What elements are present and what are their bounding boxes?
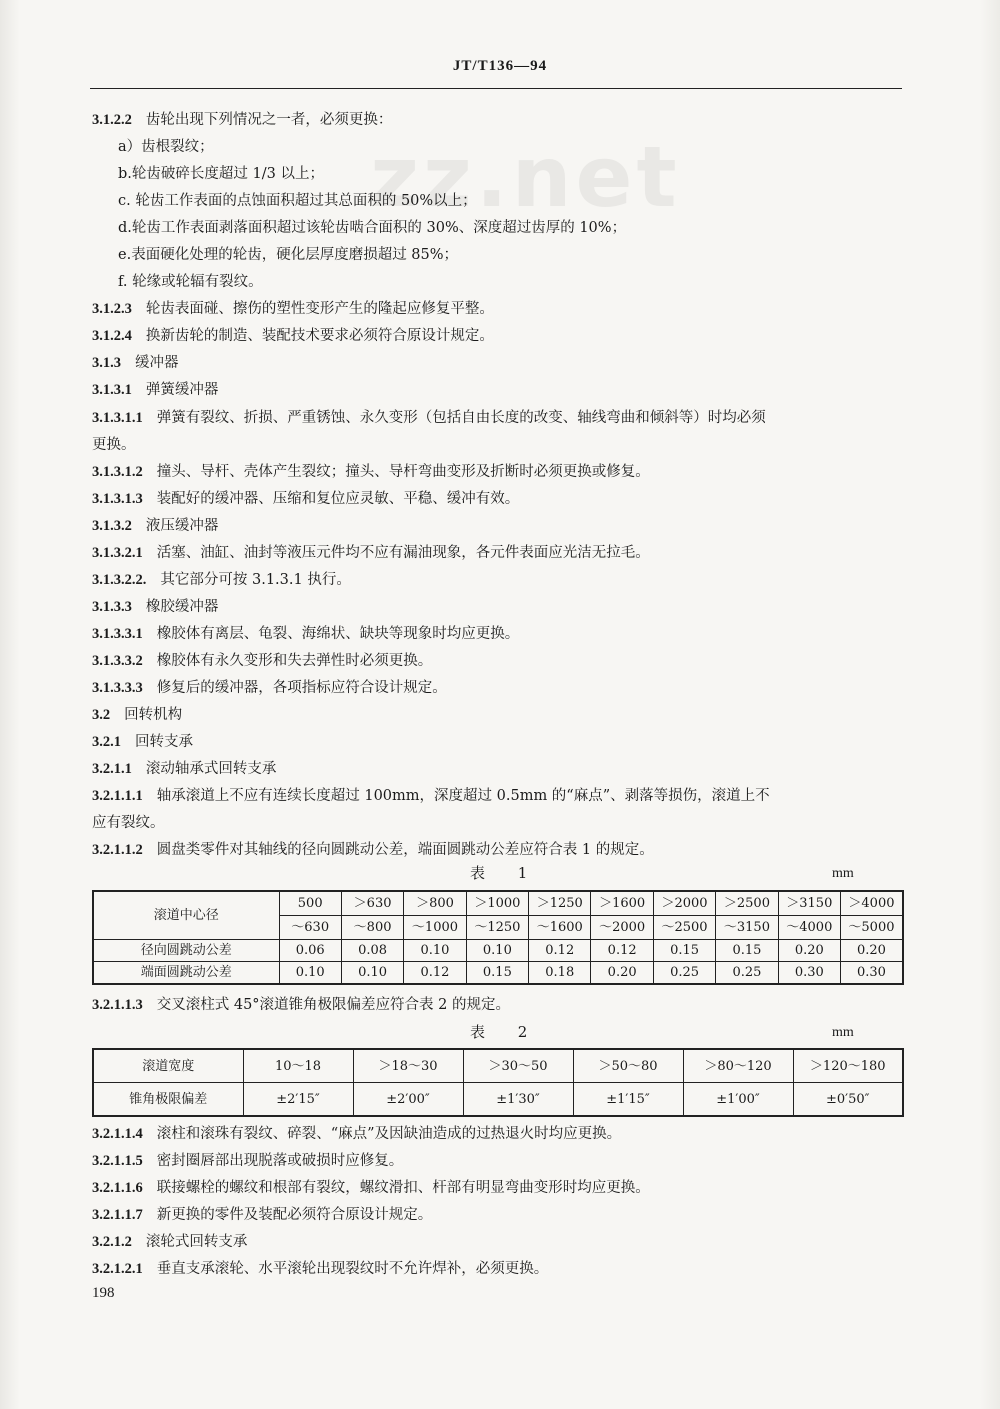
clause-text: 撞头、导杆、壳体产生裂纹；撞头、导杆弯曲变形及折断时必须更换或修复。 [156, 464, 650, 480]
clause-number: 3.2.1.1.6 [92, 1180, 143, 1196]
table2-caption: 表 2 [470, 1023, 542, 1041]
clause-number: 3.2.1.2.1 [92, 1261, 143, 1277]
clause-line [92, 1232, 247, 1252]
table-cell: 0.10 [466, 940, 528, 962]
clause-text: 装配好的缓冲器、压缩和复位应灵敏、平稳、缓冲有效。 [156, 491, 520, 507]
standard-code: JT/T136—94 [452, 58, 548, 74]
list-item [92, 435, 136, 455]
clause-text: 橡胶缓冲器 [145, 599, 219, 615]
clause-text: 液压缓冲器 [145, 518, 219, 534]
table-cell: ＞18～30 [353, 1049, 463, 1083]
table-cell: ～630 [279, 916, 341, 940]
clause-line [92, 543, 650, 563]
table-cell: 0.12 [591, 940, 653, 962]
table-cell: ±2′15″ [243, 1083, 353, 1117]
clause-text: 轴承滚道上不应有连续长度超过 100mm，深度超过 0.5mm 的“麻点”、剥落等损伤，滚道上不 [156, 788, 770, 804]
clause-line [92, 732, 193, 752]
table-cell: 0.12 [404, 962, 466, 985]
clause-line [92, 705, 182, 725]
table-cell: ～1600 [529, 916, 591, 940]
clause-number: 3.2.1.1.1 [92, 788, 143, 804]
table-cell: ＞120～180 [793, 1049, 903, 1083]
clause-text: f. 轮缘或轮辐有裂纹。 [118, 274, 263, 290]
table-cell: ±1′15″ [573, 1083, 683, 1117]
clause-number: 3.2.1.1.5 [92, 1153, 143, 1169]
table2-unit: mm [832, 1025, 854, 1040]
table-cell: ＞1250 [529, 891, 591, 916]
table-cell: 0.10 [341, 962, 403, 985]
table-cell: ±1′30″ [463, 1083, 573, 1117]
list-item [118, 137, 214, 157]
clause-line [92, 516, 218, 536]
clause-number: 3.2.1.1.3 [92, 997, 143, 1013]
clause-line [92, 326, 494, 346]
clause-number: 3.2.1.1 [92, 761, 132, 777]
table-cell: 0.10 [279, 962, 341, 985]
clause-line [92, 299, 494, 319]
table-cell: ～3150 [716, 916, 778, 940]
clause-line [92, 651, 432, 671]
clause-text: c. 轮齿工作表面的点蚀面积超过其总面积的 50%以上； [118, 193, 477, 209]
table-cell: 500 [279, 891, 341, 916]
clause-text: 滚柱和滚珠有裂纹、碎裂、“麻点”及因缺油造成的过热退火时均应更换。 [156, 1126, 622, 1142]
clause-number: 3.1.3.2 [92, 518, 132, 534]
clause-text: 其它部分可按 3.1.3.1 执行。 [160, 572, 351, 588]
table-cell: ～5000 [841, 916, 903, 940]
table-cell: 0.20 [591, 962, 653, 985]
table-cell: ～2000 [591, 916, 653, 940]
clause-number: 3.2 [92, 707, 111, 723]
clause-3-2-1-1-3 [92, 995, 510, 1015]
clause-text: 新更换的零件及装配必须符合原设计规定。 [156, 1207, 433, 1223]
table-cell: ＞630 [341, 891, 403, 916]
row-label: 径向圆跳动公差 [93, 940, 279, 962]
table-cell: ＞800 [404, 891, 466, 916]
clause-text: 联接螺栓的螺纹和根部有裂纹，螺纹滑扣、杆部有明显弯曲变形时均应更换。 [156, 1180, 650, 1196]
clause-text: 橡胶体有永久变形和失去弹性时必须更换。 [156, 653, 433, 669]
clause-text: 应有裂纹。 [92, 815, 165, 831]
clause-line [92, 1205, 432, 1225]
table-row [93, 962, 903, 985]
clause-number: 3.1.3.1 [92, 382, 132, 398]
clause-number: 3.2.1.2 [92, 1234, 132, 1250]
clause-text: 垂直支承滚轮、水平滚轮出现裂纹时不允许焊补，必须更换。 [156, 1261, 549, 1277]
clause-text: 轮齿表面碰、擦伤的塑性变形产生的隆起应修复平整。 [145, 301, 494, 317]
table-row [93, 1049, 903, 1083]
clause-line [92, 759, 276, 779]
clause-text: 换新齿轮的制造、装配技术要求必须符合原设计规定。 [145, 328, 494, 344]
table-cell: ±1′00″ [683, 1083, 793, 1117]
clause-text: e.表面硬化处理的轮齿，硬化层厚度磨损超过 85%； [118, 247, 459, 263]
clause-line [92, 597, 218, 617]
table-cell: 0.08 [341, 940, 403, 962]
table1-unit: mm [832, 866, 854, 881]
clause-line [92, 1151, 403, 1171]
clause-text: 弹簧有裂纹、折损、严重锈蚀、永久变形（包括自由长度的改变、轴线弯曲和倾斜等）时均必须 [156, 410, 766, 426]
clause-text: 活塞、油缸、油封等液压元件均不应有漏油现象，各元件表面应光洁无拉毛。 [156, 545, 650, 561]
list-item [118, 164, 324, 184]
table-cell: 0.15 [466, 962, 528, 985]
clause-text: 修复后的缓冲器，各项指标应符合设计规定。 [156, 680, 447, 696]
clause-text: 滚轮式回转支承 [145, 1234, 248, 1250]
table-cell: ～800 [341, 916, 403, 940]
table-cell: ～4000 [778, 916, 840, 940]
clause-number: 3.1.3.3 [92, 599, 132, 615]
clause-number: 3.1.3.2.2. [92, 572, 147, 588]
table-cell: ±0′50″ [793, 1083, 903, 1117]
table-cell: ＞80～120 [683, 1049, 793, 1083]
table-cell: ＞3150 [778, 891, 840, 916]
table-row [93, 940, 903, 962]
list-item [118, 245, 458, 265]
clause-number: 3.1.3.1.1 [92, 410, 143, 426]
clause-text: 密封圈唇部出现脱落或破损时应修复。 [156, 1153, 404, 1169]
table-cell: ＞1000 [466, 891, 528, 916]
table-cell: 10～18 [243, 1049, 353, 1083]
clause-text: b.轮齿破碎长度超过 1/3 以上； [118, 166, 324, 182]
table-cell: ～1250 [466, 916, 528, 940]
clause-text: 回转支承 [135, 734, 193, 750]
clause-text: 滚动轴承式回转支承 [145, 761, 277, 777]
table-cell: 0.18 [529, 962, 591, 985]
clause-line [92, 380, 218, 400]
clause-number: 3.1.3 [92, 355, 121, 371]
table2 [92, 1048, 904, 1117]
table-cell: ＞1600 [591, 891, 653, 916]
clause-text: 回转机构 [124, 707, 183, 723]
watermark: zz.net [370, 128, 681, 226]
table-cell: 0.15 [653, 940, 715, 962]
clause-line [92, 840, 654, 860]
table-cell: ＞30～50 [463, 1049, 573, 1083]
clause-line [92, 408, 766, 428]
clause-line [92, 110, 392, 130]
clause-number: 3.2.1.1.4 [92, 1126, 143, 1142]
row-label: 端面圆跳动公差 [93, 962, 279, 985]
clause-number: 3.1.3.3.2 [92, 653, 143, 669]
table-cell: ＞2000 [653, 891, 715, 916]
clause-number: 3.1.2.4 [92, 328, 132, 344]
clause-line [92, 489, 519, 509]
table-row [93, 891, 903, 916]
table-cell: 0.25 [716, 962, 778, 985]
list-item [118, 191, 477, 211]
list-item [118, 218, 626, 238]
table-row [93, 1083, 903, 1117]
table-cell: 0.30 [778, 962, 840, 985]
clause-line [92, 1178, 650, 1198]
table1-caption: 表 1 [470, 864, 542, 882]
clause-number: 3.1.3.2.1 [92, 545, 143, 561]
clause-line [92, 1124, 621, 1144]
clause-number: 3.1.2.3 [92, 301, 132, 317]
table2-header-label: 滚道宽度 [93, 1049, 243, 1083]
table-cell: 0.10 [404, 940, 466, 962]
table2-row-label: 锥角极限偏差 [93, 1083, 243, 1117]
header-rule [90, 88, 902, 89]
table-cell: ＞2500 [716, 891, 778, 916]
clause-text: 缓冲器 [135, 355, 179, 371]
table-cell: 0.30 [841, 962, 903, 985]
clause-number: 3.1.3.1.2 [92, 464, 143, 480]
clause-number: 3.2.1.1.7 [92, 1207, 143, 1223]
clause-text: 交叉滚柱式 45°滚道锥角极限偏差应符合表 2 的规定。 [156, 997, 511, 1013]
clause-number: 3.2.1 [92, 734, 121, 750]
clause-line [92, 1259, 548, 1279]
clause-text: d.轮齿工作表面剥落面积超过该轮齿啮合面积的 30%、深度超过齿厚的 10%； [118, 220, 627, 236]
clause-text: a）齿根裂纹； [118, 139, 214, 155]
table-cell: 0.12 [529, 940, 591, 962]
clause-text: 圆盘类零件对其轴线的径向圆跳动公差，端面圆跳动公差应符合表 1 的规定。 [156, 842, 654, 858]
table-cell: ＞50～80 [573, 1049, 683, 1083]
clause-line [92, 786, 770, 806]
clause-line [92, 462, 650, 482]
table-cell: 0.15 [716, 940, 778, 962]
clause-number: 3.1.3.3.3 [92, 680, 143, 696]
table-cell: ～2500 [653, 916, 715, 940]
clause-number: 3.2.1.1.2 [92, 842, 143, 858]
clause-number: 3.1.3.1.3 [92, 491, 143, 507]
table-cell: 0.06 [279, 940, 341, 962]
clause-number: 3.1.3.3.1 [92, 626, 143, 642]
table-cell: ±2′00″ [353, 1083, 463, 1117]
table-cell: ＞4000 [841, 891, 903, 916]
clause-text: 弹簧缓冲器 [145, 382, 219, 398]
clause-text: 橡胶体有离层、龟裂、海绵状、缺块等现象时均应更换。 [156, 626, 520, 642]
list-item [118, 272, 263, 292]
clause-line [92, 624, 519, 644]
clause-line [92, 570, 351, 590]
clause-text: 更换。 [92, 437, 136, 453]
clause-number: 3.1.2.2 [92, 112, 132, 128]
clause-text: 齿轮出现下列情况之一者，必须更换： [145, 112, 393, 128]
table-cell: 0.20 [778, 940, 840, 962]
clause-line [92, 678, 447, 698]
table-cell: ～1000 [404, 916, 466, 940]
clause-line [92, 353, 179, 373]
table1-row-header: 滚道中心径 [93, 891, 279, 940]
page-number: 198 [92, 1285, 115, 1301]
table-cell: 0.20 [841, 940, 903, 962]
table-cell: 0.25 [653, 962, 715, 985]
table1 [92, 890, 904, 985]
list-item [92, 813, 165, 833]
